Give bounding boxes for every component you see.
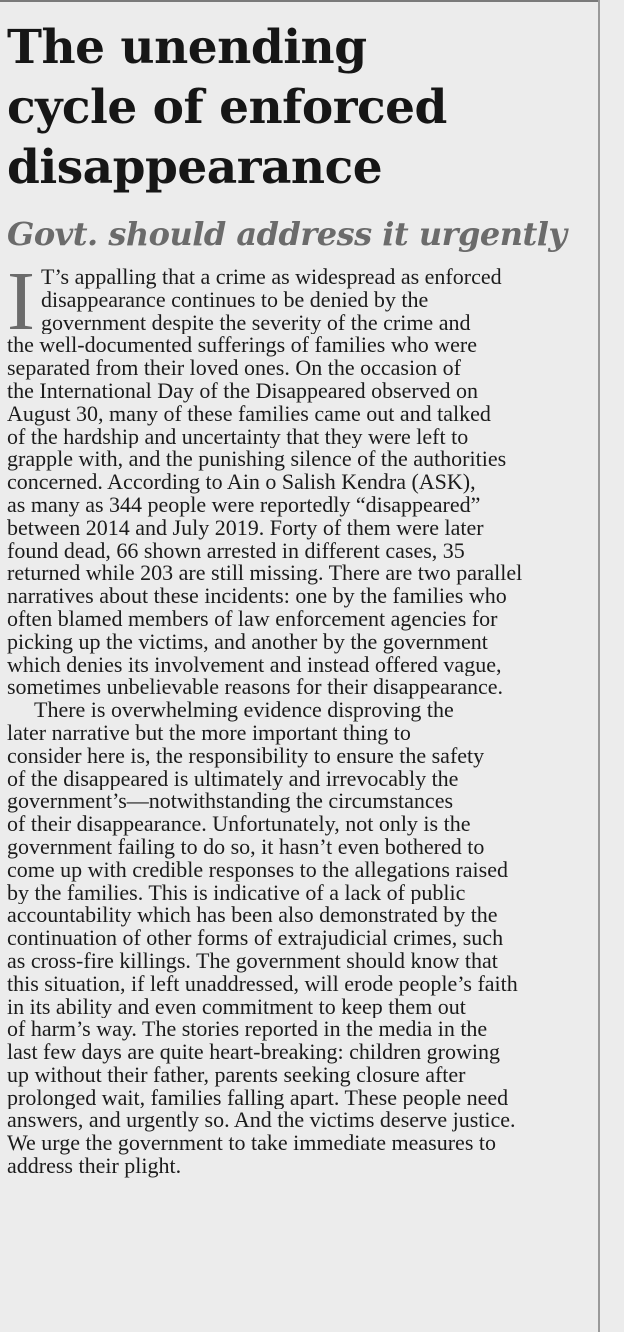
body-line: often blamed members of law enforcement agencies for bbox=[7, 607, 498, 631]
body-line: of harm’s way. The stories reported in the media in the bbox=[7, 1018, 488, 1042]
body-line: as many as 344 people were reportedly “disappeared” bbox=[7, 493, 481, 517]
body-line: accountability which has been also demonstrated by the bbox=[7, 904, 498, 928]
body-line: government failing to do so, it hasn’t even bothered to bbox=[7, 835, 485, 859]
body-line: the International Day of the Disappeared observed on bbox=[7, 379, 478, 403]
body-line: government despite the severity of the crime and bbox=[41, 311, 471, 335]
article-body bbox=[7, 255, 597, 1178]
body-line: of their disappearance. Unfortunately, not only is the bbox=[7, 813, 471, 836]
body-line: which denies its involvement and instead offered vague, bbox=[7, 653, 502, 677]
body-line: continuation of other forms of extrajudicial crimes, such bbox=[7, 927, 504, 950]
body-line: August 30, many of these families came out and talked bbox=[7, 402, 491, 426]
body-line: sometimes unbelievable reasons for their disappearance. bbox=[7, 676, 504, 700]
body-line: picking up the victims, and another by the government bbox=[7, 630, 488, 654]
headline-line: cycle of enforced bbox=[7, 80, 447, 135]
body-line: prolonged wait, families falling apart. These people need bbox=[7, 1086, 509, 1110]
body-line: of the hardship and uncertainty that they were left to bbox=[7, 425, 469, 449]
body-line: found dead, 66 shown arrested in different cases, 35 bbox=[7, 539, 465, 563]
column-rule bbox=[598, 0, 600, 1332]
body-line: this situation, if left unaddressed, will erode people’s faith bbox=[7, 972, 518, 996]
body-line: government’s—notwithstanding the circumstances bbox=[7, 790, 454, 814]
body-line: of the disappeared is ultimately and irrevocably the bbox=[7, 767, 459, 791]
body-line: later narrative but the more important thing to bbox=[7, 721, 411, 745]
body-line: disappearance continues to be denied by the bbox=[41, 288, 429, 312]
body-line: between 2014 and July 2019. Forty of them were later bbox=[7, 516, 484, 540]
body-line: the well-documented sufferings of families who were bbox=[7, 334, 478, 358]
body-line: separated from their loved ones. On the occasion of bbox=[7, 357, 461, 380]
body-line: concerned. According to Ain o Salish Kendra (ASK), bbox=[7, 471, 476, 494]
headline-line: disappearance bbox=[7, 140, 383, 195]
body-line: by the families. This is indicative of a lack of public bbox=[7, 881, 466, 905]
drop-cap: I bbox=[7, 255, 35, 348]
body-line: returned while 203 are still missing. There are two parallel bbox=[7, 562, 523, 586]
body-line: grapple with, and the punishing silence of the authorities bbox=[7, 448, 507, 472]
body-line: consider here is, the responsibility to ensure the safety bbox=[7, 744, 485, 768]
body-line: address their plight. bbox=[7, 1155, 182, 1178]
body-line: answers, and urgently so. And the victims deserve justice. bbox=[7, 1109, 516, 1133]
body-line: There is overwhelming evidence disproving the bbox=[34, 699, 454, 722]
body-line: up without their father, parents seeking closure after bbox=[7, 1063, 466, 1087]
top-rule bbox=[0, 0, 598, 2]
body-line: We urge the government to take immediate measures to bbox=[7, 1132, 496, 1156]
body-line: as cross-fire killings. The government should know that bbox=[7, 949, 498, 973]
body-line: in its ability and even commitment to keep them out bbox=[7, 995, 466, 1019]
body-line: come up with credible responses to the allegations raised bbox=[7, 858, 508, 882]
headline bbox=[7, 18, 597, 198]
subheadline: Govt. should address it urgently bbox=[7, 215, 567, 253]
body-line: narratives about these incidents: one by the families who bbox=[7, 585, 507, 608]
body-line: T’s appalling that a crime as widespread as enforced bbox=[41, 266, 502, 289]
body-line: last few days are quite heart-breaking: children growing bbox=[7, 1041, 500, 1064]
headline-line: The unending bbox=[7, 20, 367, 75]
